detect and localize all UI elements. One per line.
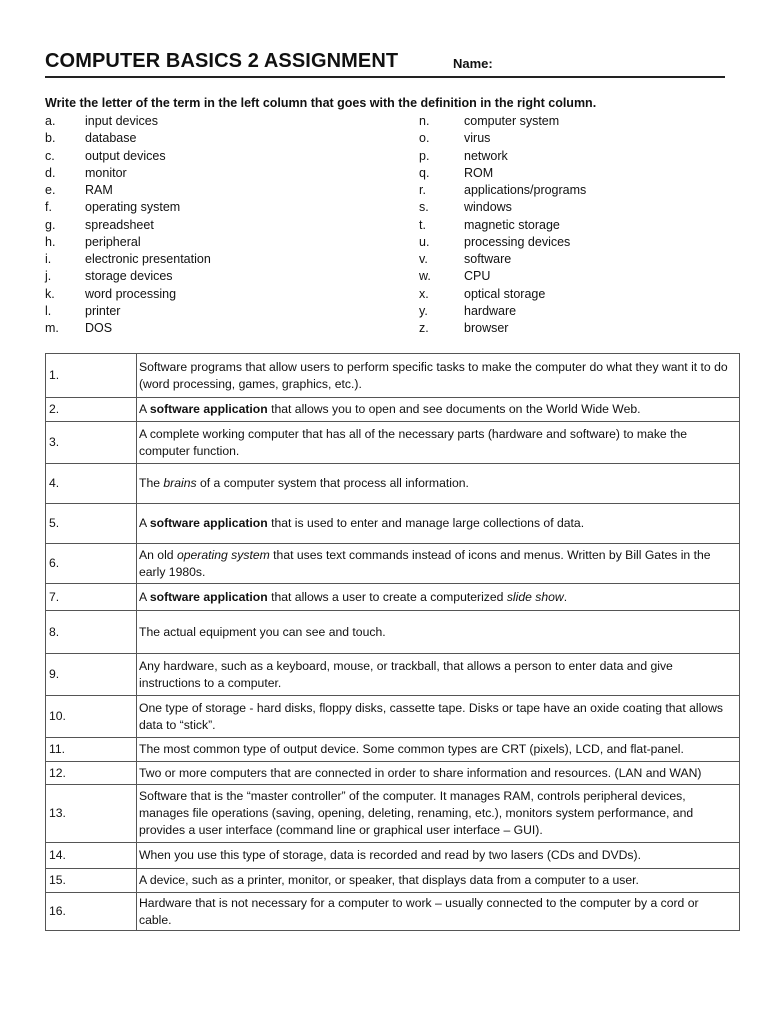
item-number: 16.: [49, 904, 66, 918]
answer-cell[interactable]: [46, 762, 137, 785]
definition-cell: [137, 762, 740, 785]
definition-text: When you use this type of storage, data is recorded and read by two lasers (CDs and DVDs).: [139, 848, 641, 862]
term-letter: m.: [45, 321, 59, 335]
term-item: [419, 234, 586, 251]
table-row: [46, 544, 740, 584]
term-text: computer system: [464, 114, 560, 128]
term-letter: v.: [419, 252, 428, 266]
term-letter: g.: [45, 217, 56, 232]
item-number: 7.: [49, 589, 60, 604]
term-text: printer: [85, 303, 121, 318]
item-number: 15.: [49, 873, 66, 887]
definition-cell: [137, 398, 740, 422]
term-letter: d.: [45, 165, 56, 180]
table-row: [46, 354, 740, 398]
term-letter: n.: [419, 114, 430, 128]
term-letter: s.: [419, 200, 429, 215]
term-text: database: [85, 131, 137, 146]
terms-left-column: [45, 113, 211, 337]
item-number: 13.: [49, 806, 66, 820]
term-letter: h.: [45, 234, 56, 249]
term-text: hardware: [464, 303, 517, 318]
definition-text: The most common type of output device. Some common types are CRT (pixels), LCD, and flat-panel.: [139, 742, 684, 756]
table-row: [46, 464, 740, 504]
term-letter: b.: [45, 131, 56, 146]
definition-text: that allows a user to create a computerized: [267, 589, 507, 604]
answer-cell[interactable]: [46, 398, 137, 422]
term-text: CPU: [464, 269, 491, 284]
item-number: 12.: [49, 765, 66, 780]
definition-text: software application: [149, 402, 268, 416]
item-number: 1.: [49, 368, 60, 382]
definition-text: A: [139, 402, 150, 416]
term-item: [419, 199, 586, 216]
term-text: applications/programs: [464, 183, 587, 197]
item-number: 4.: [49, 476, 60, 490]
term-letter: r.: [419, 183, 426, 197]
definition-cell: [137, 696, 740, 738]
term-letter: i.: [45, 252, 52, 266]
definition-text: that uses text commands instead of icons and menus. Written by Bill Gates in the early 1980s.: [139, 547, 711, 579]
term-text: input devices: [85, 114, 158, 128]
definitions-table: [45, 353, 740, 931]
term-item: [419, 148, 586, 165]
term-letter: l.: [45, 303, 52, 318]
table-row: [46, 654, 740, 696]
definition-text: A: [139, 589, 150, 604]
term-item: [45, 286, 211, 303]
term-text: storage devices: [85, 269, 173, 284]
page-title: COMPUTER BASICS 2 ASSIGNMENT: [45, 50, 399, 72]
answer-cell[interactable]: [46, 696, 137, 738]
instructions: Write the letter of the term in the left column that goes with the definition in the right column.: [45, 96, 597, 110]
term-item: [45, 199, 211, 216]
term-text: optical storage: [464, 286, 546, 301]
term-letter: e.: [45, 183, 56, 197]
table-row: [46, 738, 740, 762]
term-item: [419, 320, 586, 337]
table-row: [46, 762, 740, 785]
answer-cell[interactable]: [46, 843, 137, 869]
term-text: network: [464, 148, 508, 163]
assignment-header: [45, 48, 725, 78]
table-row: [46, 893, 740, 931]
definition-cell: [137, 785, 740, 843]
definition-text: Any hardware, such as a keyboard, mouse, or trackball, that allows a person to enter data and give instructions to a computer.: [139, 658, 673, 690]
term-item: [45, 182, 211, 199]
term-text: peripheral: [85, 234, 141, 249]
definition-text: A: [139, 516, 150, 530]
answer-cell[interactable]: [46, 869, 137, 893]
item-number: 14.: [49, 848, 66, 862]
term-text: output devices: [85, 148, 166, 163]
item-number: 11.: [49, 742, 66, 756]
answer-cell[interactable]: [46, 422, 137, 464]
table-row: [46, 398, 740, 422]
definition-cell: [137, 611, 740, 654]
answer-cell[interactable]: [46, 464, 137, 504]
definition-text: The actual equipment you can see and touch.: [139, 624, 386, 639]
term-letter: z.: [419, 321, 429, 335]
answer-cell[interactable]: [46, 504, 137, 544]
term-text: DOS: [85, 321, 113, 335]
term-text: virus: [464, 131, 491, 146]
term-item: [45, 320, 211, 337]
definition-text: slide show: [506, 589, 564, 604]
definition-text: Two or more computers that are connected in order to share information and resources. (LAN and WAN): [139, 765, 702, 780]
term-letter: f.: [45, 200, 52, 215]
definition-cell: [137, 738, 740, 762]
definition-text: Hardware that is not necessary for a computer to work – usually connected to the computer by a cord or cable.: [139, 895, 699, 927]
name-label: Name:: [453, 56, 493, 71]
definition-cell: [137, 654, 740, 696]
term-letter: a.: [45, 114, 56, 128]
terms-right-column: [419, 113, 586, 337]
term-item: [419, 165, 586, 182]
term-item: [419, 251, 586, 268]
table-row: [46, 696, 740, 738]
term-item: [45, 130, 211, 147]
item-number: 5.: [49, 516, 60, 530]
term-text: RAM: [85, 183, 113, 197]
term-letter: p.: [419, 148, 430, 163]
term-item: [45, 148, 211, 165]
definition-cell: [137, 584, 740, 611]
item-number: 2.: [49, 402, 60, 416]
definition-text: software application: [149, 516, 268, 530]
answer-cell[interactable]: [46, 354, 137, 398]
definition-text: operating system: [176, 547, 270, 562]
term-text: browser: [464, 321, 509, 335]
item-number: 6.: [49, 556, 60, 570]
definition-cell: [137, 354, 740, 398]
definition-text: that allows you to open and see documents on the World Wide Web.: [267, 402, 641, 416]
definition-text: One type of storage - hard disks, floppy disks, cassette tape. Disks or tape have an oxide coating that allows data to “stick”.: [139, 700, 723, 732]
item-number: 8.: [49, 624, 60, 639]
table-row: [46, 504, 740, 544]
term-letter: o.: [419, 131, 430, 146]
item-number: 10.: [49, 709, 66, 723]
item-number: 9.: [49, 667, 60, 681]
term-item: [45, 251, 211, 268]
term-text: monitor: [85, 165, 127, 180]
definition-text: An old: [139, 547, 177, 562]
table-row: [46, 785, 740, 843]
term-text: windows: [464, 200, 512, 215]
term-item: [419, 217, 586, 234]
table-row: [46, 869, 740, 893]
answer-cell[interactable]: [46, 893, 137, 931]
item-number: 3.: [49, 435, 60, 449]
answer-cell[interactable]: [46, 654, 137, 696]
term-letter: u.: [419, 234, 430, 249]
term-item: [45, 217, 211, 234]
term-letter: x.: [419, 286, 429, 301]
definition-cell: [137, 869, 740, 893]
definition-text: brains: [163, 476, 197, 490]
definition-text: Software that is the “master controller” of the computer. It manages RAM, controls peripheral devices, manages file operations (saving, opening, deleting, renaming, etc.), monitors system performance, and provides a user interface (command line or graphical user interface – GUI).: [139, 789, 694, 837]
term-item: [45, 234, 211, 251]
term-letter: w.: [419, 269, 431, 284]
term-letter: y.: [419, 303, 428, 318]
term-item: [419, 303, 586, 320]
term-letter: q.: [419, 165, 430, 180]
table-row: [46, 584, 740, 611]
term-item: [45, 268, 211, 285]
term-item: [419, 268, 586, 285]
term-text: electronic presentation: [85, 252, 211, 266]
term-item: [419, 182, 586, 199]
definition-cell: [137, 544, 740, 584]
answer-cell[interactable]: [46, 584, 137, 611]
term-text: ROM: [464, 165, 494, 180]
term-item: [45, 165, 211, 182]
term-text: software: [464, 252, 512, 266]
definition-text: A device, such as a printer, monitor, or speaker, that displays data from a computer to a user.: [139, 873, 639, 887]
term-text: magnetic storage: [464, 217, 560, 232]
definition-text: Software programs that allow users to perform specific tasks to make the computer do what they want it to do (word processing, games, graphics, etc.).: [139, 359, 728, 391]
term-letter: k.: [45, 286, 55, 301]
table-row: [46, 422, 740, 464]
term-item: [419, 113, 586, 130]
answer-cell[interactable]: [46, 785, 137, 843]
term-text: spreadsheet: [85, 217, 154, 232]
definition-text: .: [563, 589, 568, 604]
definition-cell: [137, 464, 740, 504]
term-item: [419, 130, 586, 147]
definition-cell: [137, 504, 740, 544]
definition-cell: [137, 893, 740, 931]
table-row: [46, 843, 740, 869]
term-item: [45, 303, 211, 320]
term-letter: j.: [45, 269, 52, 284]
answer-cell[interactable]: [46, 738, 137, 762]
definition-text: A complete working computer that has all of the necessary parts (hardware and software) to make the computer function.: [139, 426, 688, 458]
definition-text: software application: [149, 589, 268, 604]
definition-text: The: [139, 476, 164, 490]
answer-cell[interactable]: [46, 611, 137, 654]
term-text: processing devices: [464, 234, 571, 249]
definition-cell: [137, 422, 740, 464]
term-text: operating system: [85, 200, 181, 215]
definition-text: of a computer system that process all information.: [196, 476, 469, 490]
term-text: word processing: [85, 286, 177, 301]
definition-text: that is used to enter and manage large collections of data.: [267, 516, 585, 530]
definition-cell: [137, 843, 740, 869]
table-row: [46, 611, 740, 654]
term-letter: t.: [419, 217, 426, 232]
term-letter: c.: [45, 148, 55, 163]
answer-cell[interactable]: [46, 544, 137, 584]
term-item: [45, 113, 211, 130]
term-item: [419, 286, 586, 303]
